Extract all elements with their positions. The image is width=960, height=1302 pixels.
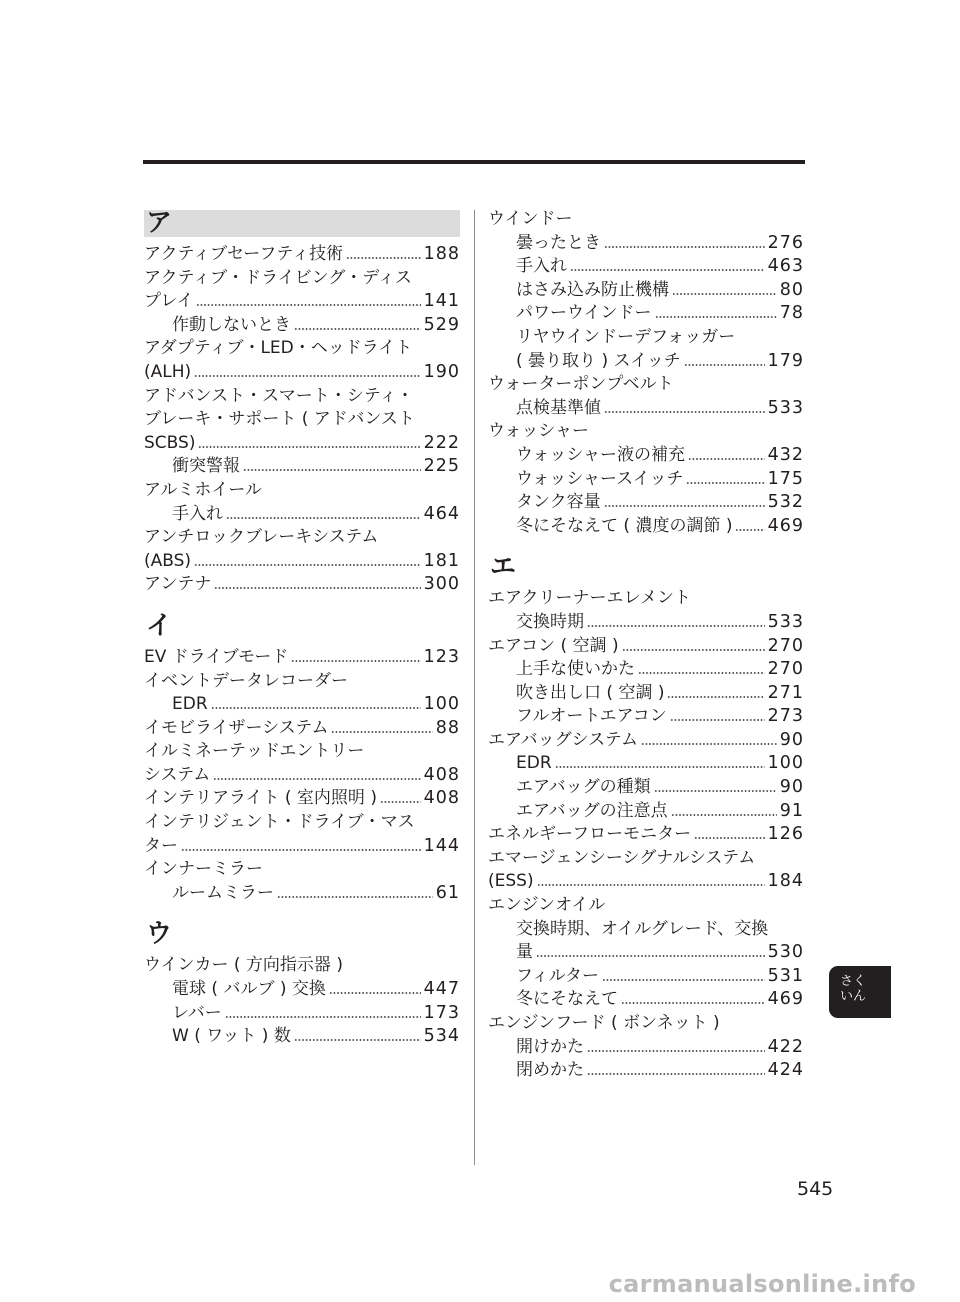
- entry-label: エアバッグの注意点: [516, 800, 668, 821]
- entry-label: 交換時期: [516, 611, 584, 632]
- page-reference: 222: [423, 432, 460, 453]
- page-reference: 144: [423, 835, 460, 856]
- entry-label: パワーウインドー: [516, 303, 652, 324]
- entry-label: (ESS): [488, 871, 534, 892]
- index-entry-text: [144, 740, 460, 764]
- page-reference: 175: [767, 468, 804, 489]
- dot-leader: [536, 942, 765, 957]
- entry-label: エンジンフード ( ボンネット ): [488, 1013, 720, 1033]
- entry-label: エマージェンシーシグナルシステム: [488, 847, 756, 868]
- page-reference: 273: [767, 706, 804, 727]
- entry-label: アクティブ・ドライビング・ディス: [144, 267, 412, 288]
- index-entry-text: [488, 918, 804, 942]
- dot-leader: [621, 989, 765, 1004]
- entry-label: ( 曇り取り ) スイッチ: [516, 350, 681, 371]
- index-entry-text: [488, 847, 804, 871]
- section-header: イ: [146, 610, 173, 641]
- page-reference: 534: [423, 1026, 460, 1047]
- page-reference: 179: [767, 350, 804, 371]
- page-reference: 190: [423, 361, 460, 382]
- entry-label: ウォッシャー: [488, 421, 589, 442]
- dot-leader: [686, 468, 764, 483]
- index-entry[interactable]: [144, 550, 460, 574]
- index-entry[interactable]: [144, 1025, 460, 1049]
- index-entry-text: [144, 337, 460, 361]
- dot-leader: [735, 515, 764, 530]
- index-entry[interactable]: [144, 361, 460, 385]
- entry-label: イベントデータレコーダー: [144, 670, 348, 691]
- dot-leader: [587, 1036, 765, 1051]
- entry-label: アクティブセーフティ技術: [144, 244, 344, 264]
- entry-label: 開けかた: [516, 1036, 584, 1057]
- entry-label: 吹き出し口 ( 空調 ): [516, 682, 665, 703]
- dot-leader: [346, 244, 421, 259]
- page-reference: 432: [767, 444, 804, 465]
- entry-label: レバー: [172, 1002, 222, 1023]
- section-header: エ: [490, 552, 517, 583]
- index-column-left: [144, 208, 460, 1049]
- page-reference: 530: [767, 942, 804, 963]
- dot-leader: [294, 314, 421, 329]
- dot-leader: [225, 1002, 421, 1017]
- dot-leader: [670, 706, 765, 721]
- dot-leader: [196, 291, 420, 306]
- page-reference: 88: [435, 717, 460, 738]
- dot-leader: [587, 612, 765, 627]
- entry-label: EV ドライブモード: [144, 646, 289, 667]
- dot-leader: [243, 456, 421, 471]
- page-reference: 80: [779, 279, 804, 300]
- index-entry[interactable]: [488, 279, 804, 303]
- index-entry[interactable]: [488, 232, 804, 256]
- page-number: 545: [797, 1178, 834, 1200]
- index-entry[interactable]: [144, 503, 460, 527]
- index-entry-text: [144, 670, 460, 694]
- entry-label: 作動しないとき: [172, 314, 291, 335]
- page-reference: 276: [767, 232, 804, 253]
- index-entry-text: [488, 587, 804, 611]
- page-reference: 91: [779, 800, 804, 821]
- entry-label: ウォッシャースイッチ: [516, 468, 684, 489]
- page-reference: 123: [423, 646, 460, 667]
- entry-label: アンテナ: [144, 574, 212, 595]
- index-tab-line1: さく: [840, 974, 867, 989]
- dot-leader: [331, 717, 432, 732]
- index-entry[interactable]: [488, 611, 804, 635]
- index-entry-text: [144, 526, 460, 550]
- entry-label: 手入れ: [172, 503, 223, 524]
- entry-label: インナーミラー: [144, 859, 263, 880]
- index-entry[interactable]: [144, 243, 460, 267]
- index-tab[interactable]: [829, 966, 891, 1018]
- index-entry[interactable]: [488, 752, 804, 776]
- index-entry[interactable]: [488, 965, 804, 989]
- entry-label: プレイ: [144, 291, 194, 312]
- page-reference: 61: [435, 882, 460, 903]
- entry-label: EDR: [516, 753, 552, 774]
- dot-leader: [622, 635, 765, 650]
- page-reference: 225: [423, 456, 460, 477]
- dot-leader: [214, 574, 420, 589]
- dot-leader: [654, 777, 777, 792]
- entry-label: 上手な使いかた: [516, 659, 635, 680]
- entry-label: インテリジェント・ドライブ・マス: [144, 812, 415, 833]
- page-reference: 78: [779, 303, 804, 324]
- entry-label: エアクリーナーエレメント: [488, 588, 691, 609]
- page-reference: 424: [767, 1060, 804, 1081]
- index-entry-text: [144, 267, 460, 291]
- section-header: ウ: [146, 919, 173, 950]
- entry-label: システム: [144, 764, 211, 785]
- dot-leader: [181, 835, 421, 850]
- page-reference: 188: [423, 244, 460, 264]
- index-column-right: [488, 208, 804, 1083]
- page-reference: 90: [779, 777, 804, 798]
- dot-leader: [291, 647, 420, 662]
- section-header: ア: [144, 210, 460, 237]
- index-entry-text: [144, 811, 460, 835]
- index-entry-text: [488, 373, 804, 397]
- index-entry[interactable]: [488, 468, 804, 492]
- index-entry[interactable]: [144, 314, 460, 338]
- page-reference: 100: [423, 694, 460, 715]
- index-entry[interactable]: [144, 882, 460, 906]
- entry-label: EDR: [172, 694, 208, 715]
- dot-leader: [570, 256, 765, 271]
- entry-label: はさみ込み防止機構: [516, 279, 669, 300]
- index-entry[interactable]: [488, 682, 804, 706]
- page-reference: 533: [767, 397, 804, 418]
- index-entry[interactable]: [144, 432, 460, 456]
- entry-label: エンジンオイル: [488, 895, 606, 916]
- page-reference: 141: [423, 291, 460, 312]
- entry-label: イルミネーテッドエントリー: [144, 741, 365, 762]
- index-entry-text: [144, 858, 460, 882]
- entry-label: アドバンスト・スマート・シティ・: [144, 385, 414, 406]
- page-reference: 126: [767, 824, 804, 845]
- entry-label: アンチロックブレーキシステム: [144, 527, 379, 548]
- dot-leader: [604, 397, 765, 412]
- dot-leader: [641, 730, 777, 745]
- dot-leader: [602, 966, 765, 981]
- column-divider: [474, 210, 475, 1165]
- index-entry[interactable]: [488, 444, 804, 468]
- entry-label: ウォッシャー液の補充: [516, 444, 685, 465]
- index-entry-text: [144, 479, 460, 503]
- entry-label: (ALH): [144, 361, 192, 382]
- index-entry[interactable]: [488, 350, 804, 374]
- page-reference: 469: [767, 989, 804, 1010]
- dot-leader: [555, 753, 765, 768]
- dot-leader: [537, 871, 765, 886]
- top-rule: [143, 160, 805, 164]
- index-entry-text: [144, 385, 460, 409]
- entry-label: 閉めかた: [516, 1060, 584, 1081]
- index-entry[interactable]: [144, 787, 460, 811]
- entry-label: ブレーキ・サポート ( アドバンスト: [144, 409, 415, 430]
- page-reference: 270: [767, 635, 804, 656]
- page-reference: 271: [767, 682, 804, 703]
- index-entry[interactable]: [488, 635, 804, 659]
- entry-label: イモビライザーシステム: [144, 717, 329, 738]
- page-reference: 300: [423, 574, 460, 595]
- page-reference: 173: [423, 1002, 460, 1023]
- dot-leader: [226, 503, 421, 518]
- page-reference: 532: [767, 492, 804, 513]
- entry-label: エアバッグの種類: [516, 777, 651, 798]
- watermark: carmanualsonline.info: [608, 1270, 916, 1298]
- page-reference: 408: [423, 764, 460, 785]
- index-entry[interactable]: [488, 870, 804, 894]
- entry-label: アダプティブ・LED・ヘッドライト: [144, 338, 413, 359]
- index-entry[interactable]: [144, 1002, 460, 1026]
- entry-label: 手入れ: [516, 256, 567, 277]
- dot-leader: [604, 232, 765, 247]
- dot-leader: [655, 303, 777, 318]
- dot-leader: [277, 883, 433, 898]
- entry-label: フィルター: [516, 965, 599, 986]
- index-entry[interactable]: [488, 1059, 804, 1083]
- index-entry[interactable]: [488, 705, 804, 729]
- index-entry[interactable]: [488, 302, 804, 326]
- entry-label: 曇ったとき: [516, 232, 601, 253]
- entry-label: 量: [516, 942, 533, 963]
- index-entry-text: [488, 420, 804, 444]
- entry-label: (ABS): [144, 550, 192, 571]
- page-reference: 184: [767, 871, 804, 892]
- dot-leader: [213, 765, 420, 780]
- index-entry[interactable]: [488, 397, 804, 421]
- page-reference: 531: [767, 965, 804, 986]
- entry-label: ルームミラー: [172, 882, 274, 903]
- index-entry[interactable]: [144, 835, 460, 859]
- dot-leader: [194, 550, 421, 565]
- index-entry[interactable]: [488, 515, 804, 539]
- index-entry-text: [488, 208, 804, 232]
- index-entry[interactable]: [488, 776, 804, 800]
- entry-label: SCBS): [144, 432, 196, 453]
- dot-leader: [671, 800, 777, 815]
- index-entry[interactable]: [488, 941, 804, 965]
- index-entry[interactable]: [488, 729, 804, 753]
- page-reference: 464: [423, 503, 460, 524]
- page-reference: 447: [423, 979, 460, 1000]
- dot-leader: [294, 1026, 421, 1041]
- entry-label: W ( ワット ) 数: [172, 1026, 291, 1047]
- index-entry-text: [144, 954, 460, 978]
- dot-leader: [667, 682, 764, 697]
- index-entry[interactable]: [488, 658, 804, 682]
- entry-label: フルオートエアコン: [516, 706, 667, 727]
- index-entry-text: [488, 1012, 804, 1036]
- page-reference: 270: [767, 659, 804, 680]
- index-entry[interactable]: [488, 988, 804, 1012]
- index-entry[interactable]: [144, 717, 460, 741]
- page-reference: 422: [767, 1036, 804, 1057]
- index-entry[interactable]: [488, 255, 804, 279]
- entry-label: ウインドー: [488, 209, 573, 229]
- index-entry[interactable]: [144, 573, 460, 597]
- dot-leader: [380, 788, 421, 803]
- dot-leader: [587, 1060, 765, 1075]
- page-reference: 533: [767, 611, 804, 632]
- dot-leader: [604, 492, 765, 507]
- dot-leader: [211, 694, 421, 709]
- entry-label: ウォーターポンプベルト: [488, 374, 674, 395]
- entry-label: ウインカー ( 方向指示器 ): [144, 955, 343, 976]
- page-reference: 181: [423, 550, 460, 571]
- index-entry[interactable]: [488, 1036, 804, 1060]
- index-entry-text: [488, 326, 804, 350]
- index-entry[interactable]: [488, 823, 804, 847]
- entry-label: 交換時期、オイルグレード、交換: [516, 918, 769, 939]
- entry-label: 点検基準値: [516, 397, 601, 418]
- page-reference: 469: [767, 515, 804, 536]
- entry-label: ター: [144, 835, 178, 856]
- dot-leader: [194, 362, 420, 377]
- page-reference: 100: [767, 753, 804, 774]
- entry-label: エネルギーフローモニター: [488, 824, 692, 845]
- entry-label: 冬にそなえて ( 濃度の調節 ): [516, 515, 733, 536]
- entry-label: エアバッグシステム: [488, 729, 638, 750]
- page-reference: 90: [779, 729, 804, 750]
- page-reference: 463: [767, 256, 804, 277]
- index-entry[interactable]: [488, 491, 804, 515]
- index-entry[interactable]: [144, 693, 460, 717]
- entry-label: 電球 ( バルブ ) 交換: [172, 979, 326, 1000]
- index-entry[interactable]: [144, 455, 460, 479]
- dot-leader: [198, 432, 420, 447]
- index-entry[interactable]: [144, 646, 460, 670]
- entry-label: アルミホイール: [144, 479, 262, 500]
- dot-leader: [688, 445, 765, 460]
- dot-leader: [672, 279, 777, 294]
- page-reference: 408: [423, 788, 460, 809]
- dot-leader: [329, 979, 421, 994]
- index-entry-text: [488, 894, 804, 918]
- entry-label: 冬にそなえて: [516, 989, 618, 1010]
- index-entry-text: [144, 408, 460, 432]
- dot-leader: [638, 659, 765, 674]
- entry-label: 衝突警報: [172, 456, 240, 477]
- dot-leader: [684, 350, 765, 365]
- page-reference: 529: [423, 314, 460, 335]
- entry-label: タンク容量: [516, 492, 601, 513]
- entry-label: エアコン ( 空調 ): [488, 635, 619, 656]
- entry-label: インテリアライト ( 室内照明 ): [144, 788, 377, 809]
- dot-leader: [694, 824, 764, 839]
- entry-label: リヤウインドーデフォッガー: [516, 326, 736, 347]
- index-entry[interactable]: [144, 290, 460, 314]
- index-entry[interactable]: [144, 978, 460, 1002]
- index-entry[interactable]: [488, 800, 804, 824]
- index-entry[interactable]: [144, 764, 460, 788]
- index-tab-line2: いん: [840, 989, 867, 1004]
